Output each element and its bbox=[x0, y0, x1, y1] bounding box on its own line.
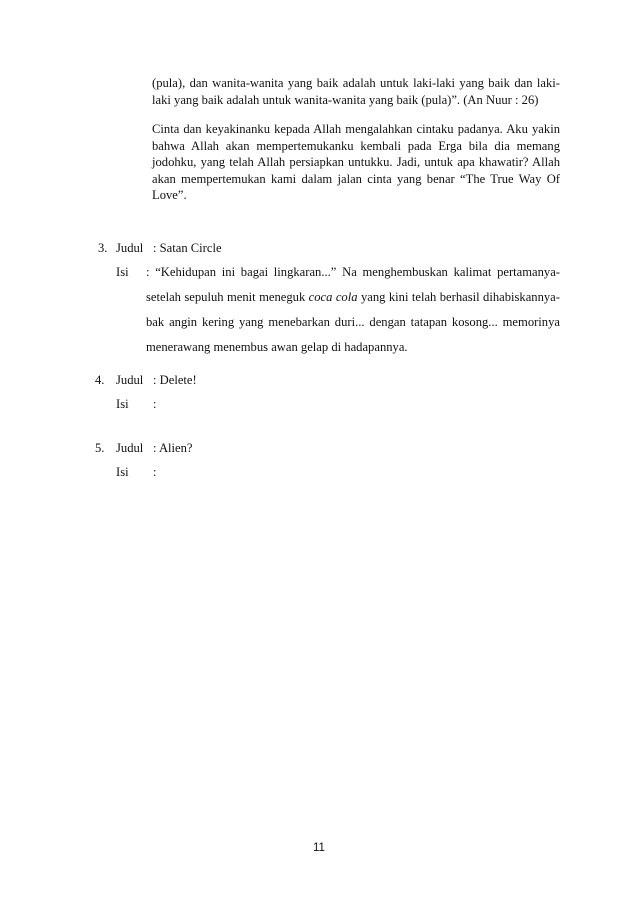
entry-3-isi-suffix: yang kini telah berhasil dihabiskannya- bak angin kering yang menebarkan duri... dengan tatapan kosong... memorinya menerawang menembus awan gelap di hadapannya. bbox=[146, 290, 560, 354]
page-number: 11 bbox=[313, 842, 325, 854]
quote-paragraph-2 bbox=[152, 121, 560, 204]
entry-5-number: 5. bbox=[95, 441, 105, 455]
entry-5-isi-label: Isi bbox=[116, 465, 129, 479]
entry-3-isi-paragraph bbox=[146, 260, 560, 360]
entry-5-isi-value: : bbox=[153, 465, 157, 479]
quote-text-2: Cinta dan keyakinanku kepada Allah mengalahkan cintaku padanya. Aku yakin bahwa Allah akan mempertemukanku kembali pada Erga bila dia memang jodohku, yang telah Allah persiapkan untukku. Jadi, untuk apa khawatir? Allah akan mempertemukan kami dalam jalan cinta yang benar “The True Way Of Love”. bbox=[152, 122, 560, 202]
entry-4-number: 4. bbox=[95, 373, 105, 387]
entry-4-isi-label: Isi bbox=[116, 397, 129, 411]
entry-3-judul-label: Judul bbox=[116, 241, 144, 255]
entry-3-isi-italic: coca cola bbox=[308, 290, 358, 304]
entry-5-judul-label: Judul bbox=[116, 441, 144, 455]
quote-text-1: (pula), dan wanita-wanita yang baik adalah untuk laki-laki yang baik dan laki-laki yang baik adalah untuk wanita-wanita yang baik (pula)”. (An Nuur : 26) bbox=[152, 76, 560, 107]
entry-3-judul-value: : Satan Circle bbox=[153, 241, 222, 255]
entry-4-isi-value: : bbox=[153, 397, 157, 411]
entry-4-judul-label: Judul bbox=[116, 373, 144, 387]
entry-3-isi-text bbox=[146, 260, 560, 360]
entry-3-isi-label: Isi bbox=[116, 265, 129, 279]
entry-3-number: 3. bbox=[98, 241, 108, 255]
entry-5-judul-value: : Alien? bbox=[153, 441, 193, 455]
entry-3-isi-prefix: : “Kehidupan ini bagai lingkaran...” Na menghembuskan kalimat pertamanya- setelah sepuluh menit meneguk bbox=[146, 265, 560, 304]
entry-4-judul-value: : Delete! bbox=[153, 373, 197, 387]
quote-paragraph-1 bbox=[152, 75, 560, 108]
